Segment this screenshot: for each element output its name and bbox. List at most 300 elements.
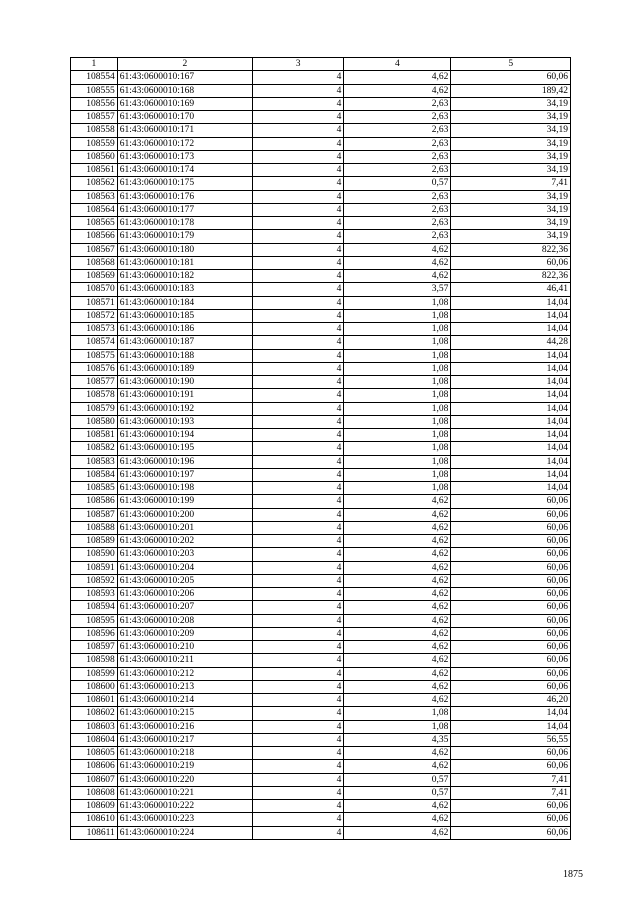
row-id-cell: 108577 (71, 376, 118, 389)
value-b-cell: 60,06 (451, 561, 571, 574)
value-b-cell: 14,04 (451, 482, 571, 495)
row-id-cell: 108586 (71, 495, 118, 508)
cadastral-number-cell: 61:43:0600010:223 (117, 813, 252, 826)
count-cell: 4 (252, 71, 343, 84)
value-b-cell: 60,06 (451, 614, 571, 627)
value-a-cell: 1,08 (344, 720, 451, 733)
cadastral-number-cell: 61:43:0600010:221 (117, 786, 252, 799)
table-row (71, 111, 571, 124)
table-row (71, 548, 571, 561)
row-id-cell: 108564 (71, 203, 118, 216)
value-a-cell: 1,08 (344, 482, 451, 495)
value-a-cell: 2,63 (344, 111, 451, 124)
value-a-cell: 4,62 (344, 800, 451, 813)
count-cell: 4 (252, 150, 343, 163)
row-id-cell: 108600 (71, 680, 118, 693)
value-b-cell: 34,19 (451, 164, 571, 177)
value-b-cell: 14,04 (451, 402, 571, 415)
row-id-cell: 108588 (71, 521, 118, 534)
table-row (71, 694, 571, 707)
cadastral-number-cell: 61:43:0600010:182 (117, 270, 252, 283)
value-b-cell: 14,04 (451, 296, 571, 309)
value-b-cell: 14,04 (451, 707, 571, 720)
cadastral-number-cell: 61:43:0600010:209 (117, 627, 252, 640)
count-cell: 4 (252, 283, 343, 296)
value-a-cell: 2,63 (344, 164, 451, 177)
row-id-cell: 108599 (71, 667, 118, 680)
cadastral-number-cell: 61:43:0600010:167 (117, 71, 252, 84)
row-id-cell: 108556 (71, 97, 118, 110)
value-b-cell: 60,06 (451, 760, 571, 773)
count-cell: 4 (252, 415, 343, 428)
table-row (71, 627, 571, 640)
value-b-cell: 189,42 (451, 84, 571, 97)
cadastral-number-cell: 61:43:0600010:219 (117, 760, 252, 773)
value-a-cell: 1,08 (344, 323, 451, 336)
row-id-cell: 108575 (71, 349, 118, 362)
cadastral-number-cell: 61:43:0600010:168 (117, 84, 252, 97)
value-b-cell: 60,06 (451, 813, 571, 826)
cadastral-number-cell: 61:43:0600010:210 (117, 641, 252, 654)
cadastral-number-cell: 61:43:0600010:192 (117, 402, 252, 415)
value-b-cell: 46,20 (451, 694, 571, 707)
cadastral-number-cell: 61:43:0600010:205 (117, 574, 252, 587)
table-row (71, 296, 571, 309)
cadastral-number-cell: 61:43:0600010:194 (117, 429, 252, 442)
value-b-cell: 60,06 (451, 680, 571, 693)
count-cell: 4 (252, 243, 343, 256)
count-cell: 4 (252, 641, 343, 654)
table-row (71, 71, 571, 84)
value-b-cell: 14,04 (451, 720, 571, 733)
table-row (71, 84, 571, 97)
cadastral-number-cell: 61:43:0600010:190 (117, 376, 252, 389)
value-a-cell: 4,62 (344, 747, 451, 760)
count-cell: 4 (252, 164, 343, 177)
value-b-cell: 14,04 (451, 309, 571, 322)
row-id-cell: 108589 (71, 535, 118, 548)
cadastral-number-cell: 61:43:0600010:186 (117, 323, 252, 336)
value-a-cell: 4,62 (344, 680, 451, 693)
row-id-cell: 108596 (71, 627, 118, 640)
value-b-cell: 34,19 (451, 97, 571, 110)
row-id-cell: 108579 (71, 402, 118, 415)
table-row (71, 429, 571, 442)
count-cell: 4 (252, 468, 343, 481)
value-a-cell: 1,08 (344, 402, 451, 415)
row-id-cell: 108594 (71, 601, 118, 614)
value-a-cell: 1,08 (344, 336, 451, 349)
value-a-cell: 2,63 (344, 150, 451, 163)
value-a-cell: 4,62 (344, 508, 451, 521)
value-b-cell: 60,06 (451, 508, 571, 521)
count-cell: 4 (252, 588, 343, 601)
value-b-cell: 14,04 (451, 389, 571, 402)
value-a-cell: 1,08 (344, 309, 451, 322)
row-id-cell: 108566 (71, 230, 118, 243)
table-row (71, 97, 571, 110)
row-id-cell: 108560 (71, 150, 118, 163)
count-cell: 4 (252, 336, 343, 349)
table-row (71, 707, 571, 720)
row-id-cell: 108567 (71, 243, 118, 256)
table-body (71, 71, 571, 840)
page-number: 1875 (563, 869, 583, 880)
table-row (71, 177, 571, 190)
row-id-cell: 108598 (71, 654, 118, 667)
row-id-cell: 108605 (71, 747, 118, 760)
value-b-cell: 34,19 (451, 190, 571, 203)
cadastral-number-cell: 61:43:0600010:201 (117, 521, 252, 534)
cadastral-number-cell: 61:43:0600010:173 (117, 150, 252, 163)
value-b-cell: 60,06 (451, 548, 571, 561)
value-a-cell: 1,08 (344, 442, 451, 455)
cadastral-number-cell: 61:43:0600010:216 (117, 720, 252, 733)
row-id-cell: 108572 (71, 309, 118, 322)
cadastral-number-cell: 61:43:0600010:222 (117, 800, 252, 813)
cadastral-number-cell: 61:43:0600010:224 (117, 826, 252, 839)
value-b-cell: 14,04 (451, 349, 571, 362)
count-cell: 4 (252, 786, 343, 799)
count-cell: 4 (252, 230, 343, 243)
count-cell: 4 (252, 601, 343, 614)
count-cell: 4 (252, 521, 343, 534)
table-row (71, 733, 571, 746)
cadastral-number-cell: 61:43:0600010:187 (117, 336, 252, 349)
cadastral-number-cell: 61:43:0600010:211 (117, 654, 252, 667)
value-b-cell: 34,19 (451, 203, 571, 216)
row-id-cell: 108580 (71, 415, 118, 428)
value-a-cell: 4,62 (344, 614, 451, 627)
table-row (71, 495, 571, 508)
count-cell: 4 (252, 124, 343, 137)
row-id-cell: 108606 (71, 760, 118, 773)
value-b-cell: 14,04 (451, 362, 571, 375)
cadastral-number-cell: 61:43:0600010:179 (117, 230, 252, 243)
table-row (71, 442, 571, 455)
table-row (71, 164, 571, 177)
value-a-cell: 2,63 (344, 124, 451, 137)
value-b-cell: 60,06 (451, 641, 571, 654)
cadastral-number-cell: 61:43:0600010:178 (117, 217, 252, 230)
table-row (71, 561, 571, 574)
count-cell: 4 (252, 760, 343, 773)
value-b-cell: 60,06 (451, 535, 571, 548)
table-row (71, 773, 571, 786)
count-cell: 4 (252, 455, 343, 468)
count-cell: 4 (252, 482, 343, 495)
cadastral-number-cell: 61:43:0600010:215 (117, 707, 252, 720)
value-b-cell: 14,04 (451, 415, 571, 428)
value-b-cell: 60,06 (451, 256, 571, 269)
value-b-cell: 34,19 (451, 230, 571, 243)
table-row (71, 124, 571, 137)
value-b-cell: 822,36 (451, 270, 571, 283)
value-b-cell: 60,06 (451, 601, 571, 614)
count-cell: 4 (252, 508, 343, 521)
cadastral-number-cell: 61:43:0600010:175 (117, 177, 252, 190)
table-row (71, 137, 571, 150)
count-cell: 4 (252, 270, 343, 283)
count-cell: 4 (252, 800, 343, 813)
cadastral-number-cell: 61:43:0600010:172 (117, 137, 252, 150)
count-cell: 4 (252, 190, 343, 203)
count-cell: 4 (252, 627, 343, 640)
value-b-cell: 34,19 (451, 150, 571, 163)
count-cell: 4 (252, 84, 343, 97)
count-cell: 4 (252, 707, 343, 720)
column-header-4: 4 (344, 58, 451, 71)
row-id-cell: 108593 (71, 588, 118, 601)
row-id-cell: 108558 (71, 124, 118, 137)
cadastral-number-cell: 61:43:0600010:218 (117, 747, 252, 760)
table-row (71, 574, 571, 587)
value-a-cell: 1,08 (344, 376, 451, 389)
table-row (71, 680, 571, 693)
row-id-cell: 108563 (71, 190, 118, 203)
count-cell: 4 (252, 442, 343, 455)
count-cell: 4 (252, 694, 343, 707)
value-b-cell: 44,28 (451, 336, 571, 349)
value-b-cell: 34,19 (451, 137, 571, 150)
row-id-cell: 108559 (71, 137, 118, 150)
cadastral-number-cell: 61:43:0600010:170 (117, 111, 252, 124)
count-cell: 4 (252, 654, 343, 667)
table-row (71, 654, 571, 667)
cadastral-number-cell: 61:43:0600010:200 (117, 508, 252, 521)
row-id-cell: 108595 (71, 614, 118, 627)
cadastral-number-cell: 61:43:0600010:207 (117, 601, 252, 614)
value-a-cell: 4,62 (344, 495, 451, 508)
value-a-cell: 3,57 (344, 283, 451, 296)
value-b-cell: 14,04 (451, 376, 571, 389)
value-a-cell: 2,63 (344, 230, 451, 243)
table-row (71, 641, 571, 654)
table-row (71, 323, 571, 336)
value-b-cell: 60,06 (451, 588, 571, 601)
value-b-cell: 34,19 (451, 124, 571, 137)
value-a-cell: 0,57 (344, 786, 451, 799)
value-a-cell: 1,08 (344, 389, 451, 402)
cadastral-number-cell: 61:43:0600010:193 (117, 415, 252, 428)
cadastral-number-cell: 61:43:0600010:213 (117, 680, 252, 693)
count-cell: 4 (252, 495, 343, 508)
count-cell: 4 (252, 111, 343, 124)
value-a-cell: 0,57 (344, 177, 451, 190)
value-b-cell: 14,04 (451, 468, 571, 481)
value-a-cell: 4,62 (344, 521, 451, 534)
table-row (71, 309, 571, 322)
value-b-cell: 7,41 (451, 773, 571, 786)
cadastral-number-cell: 61:43:0600010:180 (117, 243, 252, 256)
row-id-cell: 108607 (71, 773, 118, 786)
table-row (71, 601, 571, 614)
column-header-1: 1 (71, 58, 118, 71)
cadastral-number-cell: 61:43:0600010:185 (117, 309, 252, 322)
count-cell: 4 (252, 680, 343, 693)
count-cell: 4 (252, 667, 343, 680)
column-header-2: 2 (117, 58, 252, 71)
table-row (71, 667, 571, 680)
table-row (71, 362, 571, 375)
value-a-cell: 2,63 (344, 137, 451, 150)
value-b-cell: 60,06 (451, 71, 571, 84)
table-row (71, 826, 571, 839)
table-row (71, 521, 571, 534)
value-b-cell: 60,06 (451, 574, 571, 587)
row-id-cell: 108555 (71, 84, 118, 97)
table-row (71, 283, 571, 296)
row-id-cell: 108590 (71, 548, 118, 561)
value-a-cell: 4,62 (344, 256, 451, 269)
value-a-cell: 1,08 (344, 429, 451, 442)
value-b-cell: 46,41 (451, 283, 571, 296)
value-b-cell: 7,41 (451, 177, 571, 190)
count-cell: 4 (252, 535, 343, 548)
count-cell: 4 (252, 389, 343, 402)
count-cell: 4 (252, 561, 343, 574)
row-id-cell: 108554 (71, 71, 118, 84)
cadastral-number-cell: 61:43:0600010:171 (117, 124, 252, 137)
table-row (71, 747, 571, 760)
value-a-cell: 0,57 (344, 773, 451, 786)
cadastral-number-cell: 61:43:0600010:217 (117, 733, 252, 746)
count-cell: 4 (252, 97, 343, 110)
count-cell: 4 (252, 177, 343, 190)
table-header-row (71, 58, 571, 71)
row-id-cell: 108610 (71, 813, 118, 826)
row-id-cell: 108570 (71, 283, 118, 296)
count-cell: 4 (252, 217, 343, 230)
table-row (71, 508, 571, 521)
value-a-cell: 4,62 (344, 243, 451, 256)
row-id-cell: 108578 (71, 389, 118, 402)
count-cell: 4 (252, 813, 343, 826)
count-cell: 4 (252, 429, 343, 442)
value-a-cell: 2,63 (344, 190, 451, 203)
table-row (71, 217, 571, 230)
value-a-cell: 4,62 (344, 641, 451, 654)
value-b-cell: 822,36 (451, 243, 571, 256)
table-row (71, 376, 571, 389)
cadastral-number-cell: 61:43:0600010:212 (117, 667, 252, 680)
value-b-cell: 56,55 (451, 733, 571, 746)
cadastral-number-cell: 61:43:0600010:183 (117, 283, 252, 296)
value-a-cell: 4,62 (344, 270, 451, 283)
table-row (71, 415, 571, 428)
value-a-cell: 4,62 (344, 667, 451, 680)
value-b-cell: 60,06 (451, 667, 571, 680)
value-b-cell: 60,06 (451, 747, 571, 760)
count-cell: 4 (252, 376, 343, 389)
cadastral-number-cell: 61:43:0600010:177 (117, 203, 252, 216)
value-a-cell: 1,08 (344, 455, 451, 468)
row-id-cell: 108592 (71, 574, 118, 587)
cadastral-number-cell: 61:43:0600010:220 (117, 773, 252, 786)
value-a-cell: 4,62 (344, 760, 451, 773)
value-b-cell: 34,19 (451, 111, 571, 124)
table-row (71, 786, 571, 799)
row-id-cell: 108576 (71, 362, 118, 375)
count-cell: 4 (252, 402, 343, 415)
count-cell: 4 (252, 747, 343, 760)
cadastral-number-cell: 61:43:0600010:202 (117, 535, 252, 548)
cadastral-number-cell: 61:43:0600010:214 (117, 694, 252, 707)
table-row (71, 230, 571, 243)
count-cell: 4 (252, 773, 343, 786)
count-cell: 4 (252, 733, 343, 746)
cadastral-number-cell: 61:43:0600010:198 (117, 482, 252, 495)
count-cell: 4 (252, 137, 343, 150)
cadastral-number-cell: 61:43:0600010:174 (117, 164, 252, 177)
value-b-cell: 34,19 (451, 217, 571, 230)
value-a-cell: 4,62 (344, 535, 451, 548)
cadastral-number-cell: 61:43:0600010:188 (117, 349, 252, 362)
table-row (71, 270, 571, 283)
count-cell: 4 (252, 296, 343, 309)
value-b-cell: 14,04 (451, 429, 571, 442)
value-b-cell: 14,04 (451, 323, 571, 336)
row-id-cell: 108565 (71, 217, 118, 230)
table-row (71, 800, 571, 813)
count-cell: 4 (252, 256, 343, 269)
value-b-cell: 14,04 (451, 455, 571, 468)
value-a-cell: 4,62 (344, 561, 451, 574)
value-a-cell: 4,35 (344, 733, 451, 746)
cadastral-number-cell: 61:43:0600010:196 (117, 455, 252, 468)
cadastral-number-cell: 61:43:0600010:199 (117, 495, 252, 508)
row-id-cell: 108562 (71, 177, 118, 190)
value-a-cell: 4,62 (344, 813, 451, 826)
cadastral-number-cell: 61:43:0600010:203 (117, 548, 252, 561)
row-id-cell: 108608 (71, 786, 118, 799)
value-b-cell: 14,04 (451, 442, 571, 455)
table-row (71, 535, 571, 548)
row-id-cell: 108611 (71, 826, 118, 839)
row-id-cell: 108604 (71, 733, 118, 746)
row-id-cell: 108583 (71, 455, 118, 468)
value-b-cell: 60,06 (451, 826, 571, 839)
count-cell: 4 (252, 349, 343, 362)
row-id-cell: 108569 (71, 270, 118, 283)
cadastral-number-cell: 61:43:0600010:184 (117, 296, 252, 309)
data-table (70, 57, 571, 840)
count-cell: 4 (252, 548, 343, 561)
table-row (71, 402, 571, 415)
value-b-cell: 60,06 (451, 800, 571, 813)
value-a-cell: 4,62 (344, 84, 451, 97)
count-cell: 4 (252, 309, 343, 322)
table-row (71, 588, 571, 601)
row-id-cell: 108587 (71, 508, 118, 521)
value-a-cell: 4,62 (344, 548, 451, 561)
row-id-cell: 108603 (71, 720, 118, 733)
count-cell: 4 (252, 614, 343, 627)
count-cell: 4 (252, 323, 343, 336)
value-a-cell: 2,63 (344, 217, 451, 230)
cadastral-number-cell: 61:43:0600010:181 (117, 256, 252, 269)
table-row (71, 614, 571, 627)
value-a-cell: 2,63 (344, 203, 451, 216)
table-row (71, 760, 571, 773)
table-row (71, 203, 571, 216)
cadastral-number-cell: 61:43:0600010:204 (117, 561, 252, 574)
table-row (71, 349, 571, 362)
cadastral-number-cell: 61:43:0600010:191 (117, 389, 252, 402)
row-id-cell: 108602 (71, 707, 118, 720)
value-a-cell: 4,62 (344, 601, 451, 614)
value-a-cell: 4,62 (344, 654, 451, 667)
